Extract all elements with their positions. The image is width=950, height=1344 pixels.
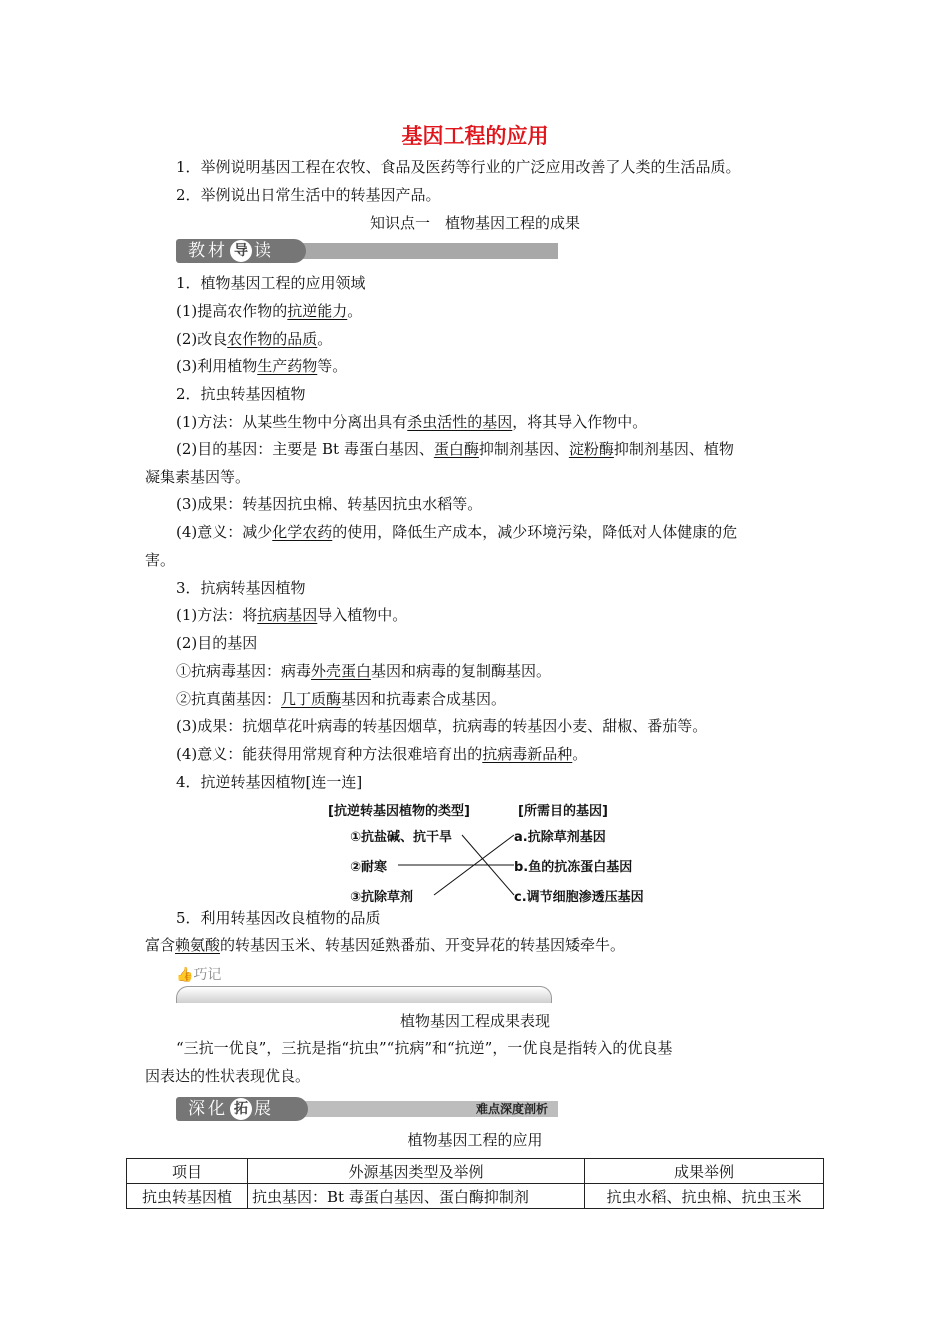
s2-item-4-cont: 害。 (145, 551, 176, 569)
text: 导入植物中。 (317, 606, 408, 624)
memo-label-text: 巧记 (193, 967, 222, 983)
page-title: 基因工程的应用 (401, 124, 549, 148)
table-header-cell: 成果举例 (585, 1159, 824, 1184)
blank-answer: 抗逆能力 (287, 302, 348, 320)
blank-answer: 几丁质酶 (281, 690, 342, 708)
memo-divider (176, 986, 552, 1003)
right-column-header: [所需目的基因] (518, 804, 608, 819)
banner-tab (176, 1097, 308, 1121)
text: 的使用，降低生产成本，减少环境污染，降低对人体健康的危 (332, 523, 738, 541)
text: 。 (347, 302, 363, 320)
memo-title: 植物基因工程成果表现 (399, 1012, 550, 1030)
text: ②抗真菌基因： (176, 690, 282, 708)
banner-text: 深化 (188, 1099, 228, 1119)
text: (1)提高农作物的 (176, 302, 288, 320)
right-item-c: c.调节细胞渗透压基因 (514, 890, 644, 905)
table-caption: 植物基因工程的应用 (407, 1131, 543, 1149)
table-header-cell: 项目 (127, 1159, 248, 1184)
matching-diagram (322, 800, 652, 910)
s3-item-2: (2)目的基因 (176, 634, 258, 652)
s1-heading: 1．植物基因工程的应用领域 (176, 274, 366, 292)
s1-item-3 (176, 356, 347, 376)
text: (4)意义：减少 (176, 523, 273, 541)
application-table (126, 1158, 824, 1209)
memo-line-2: 因表达的性状表现优良。 (145, 1067, 311, 1085)
text: 。 (317, 330, 333, 348)
memo-label (176, 964, 221, 984)
left-item-2: ②耐寒 (350, 860, 388, 875)
textbook-guide-banner (176, 239, 558, 263)
banner-badge: 导 (230, 240, 252, 262)
left-item-1: ①抗盐碱、抗干旱 (350, 830, 453, 845)
left-column-header: [抗逆转基因植物的类型] (328, 804, 470, 819)
blank-answer: 外壳蛋白 (311, 662, 372, 680)
s2-item-2-cont: 凝集素基因等。 (145, 468, 251, 486)
s3-sub-2 (176, 689, 506, 709)
banner-text: 教材 (188, 241, 228, 261)
s1-item-2 (176, 329, 332, 349)
blank-answer: 生产药物 (257, 357, 318, 375)
text: 等。 (317, 357, 348, 375)
table-cell: 抗虫转基因植 (127, 1184, 248, 1209)
s5-item-1 (145, 935, 625, 955)
banner-text: 展 (254, 1099, 274, 1119)
thumbs-up-icon: 👍 (176, 967, 194, 983)
text: (3)利用植物 (176, 357, 258, 375)
text: (4)意义：能获得用常规育种方法很难培育出的 (176, 745, 483, 763)
table-row (127, 1184, 824, 1209)
banner-bar (276, 243, 558, 259)
text: (2)改良 (176, 330, 228, 348)
banner-badge: 拓 (230, 1098, 252, 1120)
blank-answer: 化学农药 (272, 523, 333, 541)
text: 的转基因玉米、转基因延熟番茄、开变异花的转基因矮牵牛。 (220, 936, 626, 954)
section-title: 知识点一 植物基因工程的成果 (369, 214, 580, 232)
connector-lines (322, 800, 652, 910)
text: 富含 (145, 936, 176, 954)
s2-heading: 2．抗虫转基因植物 (176, 385, 306, 403)
banner-text: 读 (254, 241, 274, 261)
text: (2)目的基因：主要是 Bt 毒蛋白基因、 (176, 440, 434, 458)
blank-answer: 赖氨酸 (175, 936, 221, 954)
text: 基因和抗毒素合成基因。 (341, 690, 507, 708)
right-item-b: b.鱼的抗冻蛋白基因 (514, 860, 633, 875)
table-header-cell: 外源基因类型及举例 (248, 1159, 585, 1184)
s3-item-1 (176, 605, 407, 625)
text: 抑制剂基因、 (478, 440, 569, 458)
banner-tab (176, 239, 306, 263)
text: 基因和病毒的复制酶基因。 (371, 662, 552, 680)
table-cell: 抗虫基因：Bt 毒蛋白基因、蛋白酶抑制剂 (248, 1184, 585, 1209)
s2-item-1 (176, 412, 647, 432)
s5-heading: 5．利用转基因改良植物的品质 (176, 909, 381, 927)
left-item-3: ③抗除草剂 (350, 890, 414, 905)
memo-line-1: “三抗一优良”，三抗是指“抗虫”“抗病”和“抗逆”，一优良是指转入的优良基 (176, 1039, 673, 1057)
text: ①抗病毒基因：病毒 (176, 662, 312, 680)
s3-item-3: (3)成果：抗烟草花叶病毒的转基因烟草，抗病毒的转基因小麦、甜椒、番茄等。 (176, 717, 708, 735)
objective-1: 1．举例说明基因工程在农牧、食品及医药等行业的广泛应用改善了人类的生活品质。 (176, 158, 741, 176)
text: ，将其导入作物中。 (512, 413, 648, 431)
objective-2: 2．举例说出日常生活中的转基因产品。 (176, 186, 441, 204)
deepen-expand-banner (176, 1097, 558, 1121)
text: 。 (572, 745, 588, 763)
s1-item-1 (176, 301, 362, 321)
s2-item-3: (3)成果：转基因抗虫棉、转基因抗虫水稻等。 (176, 495, 483, 513)
blank-answer: 杀虫活性的基因 (407, 413, 513, 431)
right-item-a: a.抗除草剂基因 (514, 830, 606, 845)
text: 抑制剂基因、植物 (613, 440, 734, 458)
table-header-row (127, 1159, 824, 1184)
blank-answer: 抗病毒新品种 (482, 745, 573, 763)
text: (1)方法：将 (176, 606, 258, 624)
banner-subtitle: 难点深度剖析 (475, 1102, 548, 1116)
blank-answer: 淀粉酶 (568, 440, 614, 458)
blank-answer: 抗病基因 (257, 606, 318, 624)
text: (1)方法：从某些生物中分离出具有 (176, 413, 408, 431)
s3-sub-1 (176, 661, 551, 681)
s4-heading: 4．抗逆转基因植物[连一连] (176, 773, 363, 791)
blank-answer: 农作物的品质 (227, 330, 318, 348)
table-cell: 抗虫水稻、抗虫棉、抗虫玉米 (585, 1184, 824, 1209)
blank-answer: 蛋白酶 (433, 440, 479, 458)
s2-item-2 (176, 439, 734, 459)
s3-item-4 (176, 744, 587, 764)
s2-item-4 (176, 522, 737, 542)
s3-heading: 3．抗病转基因植物 (176, 579, 306, 597)
